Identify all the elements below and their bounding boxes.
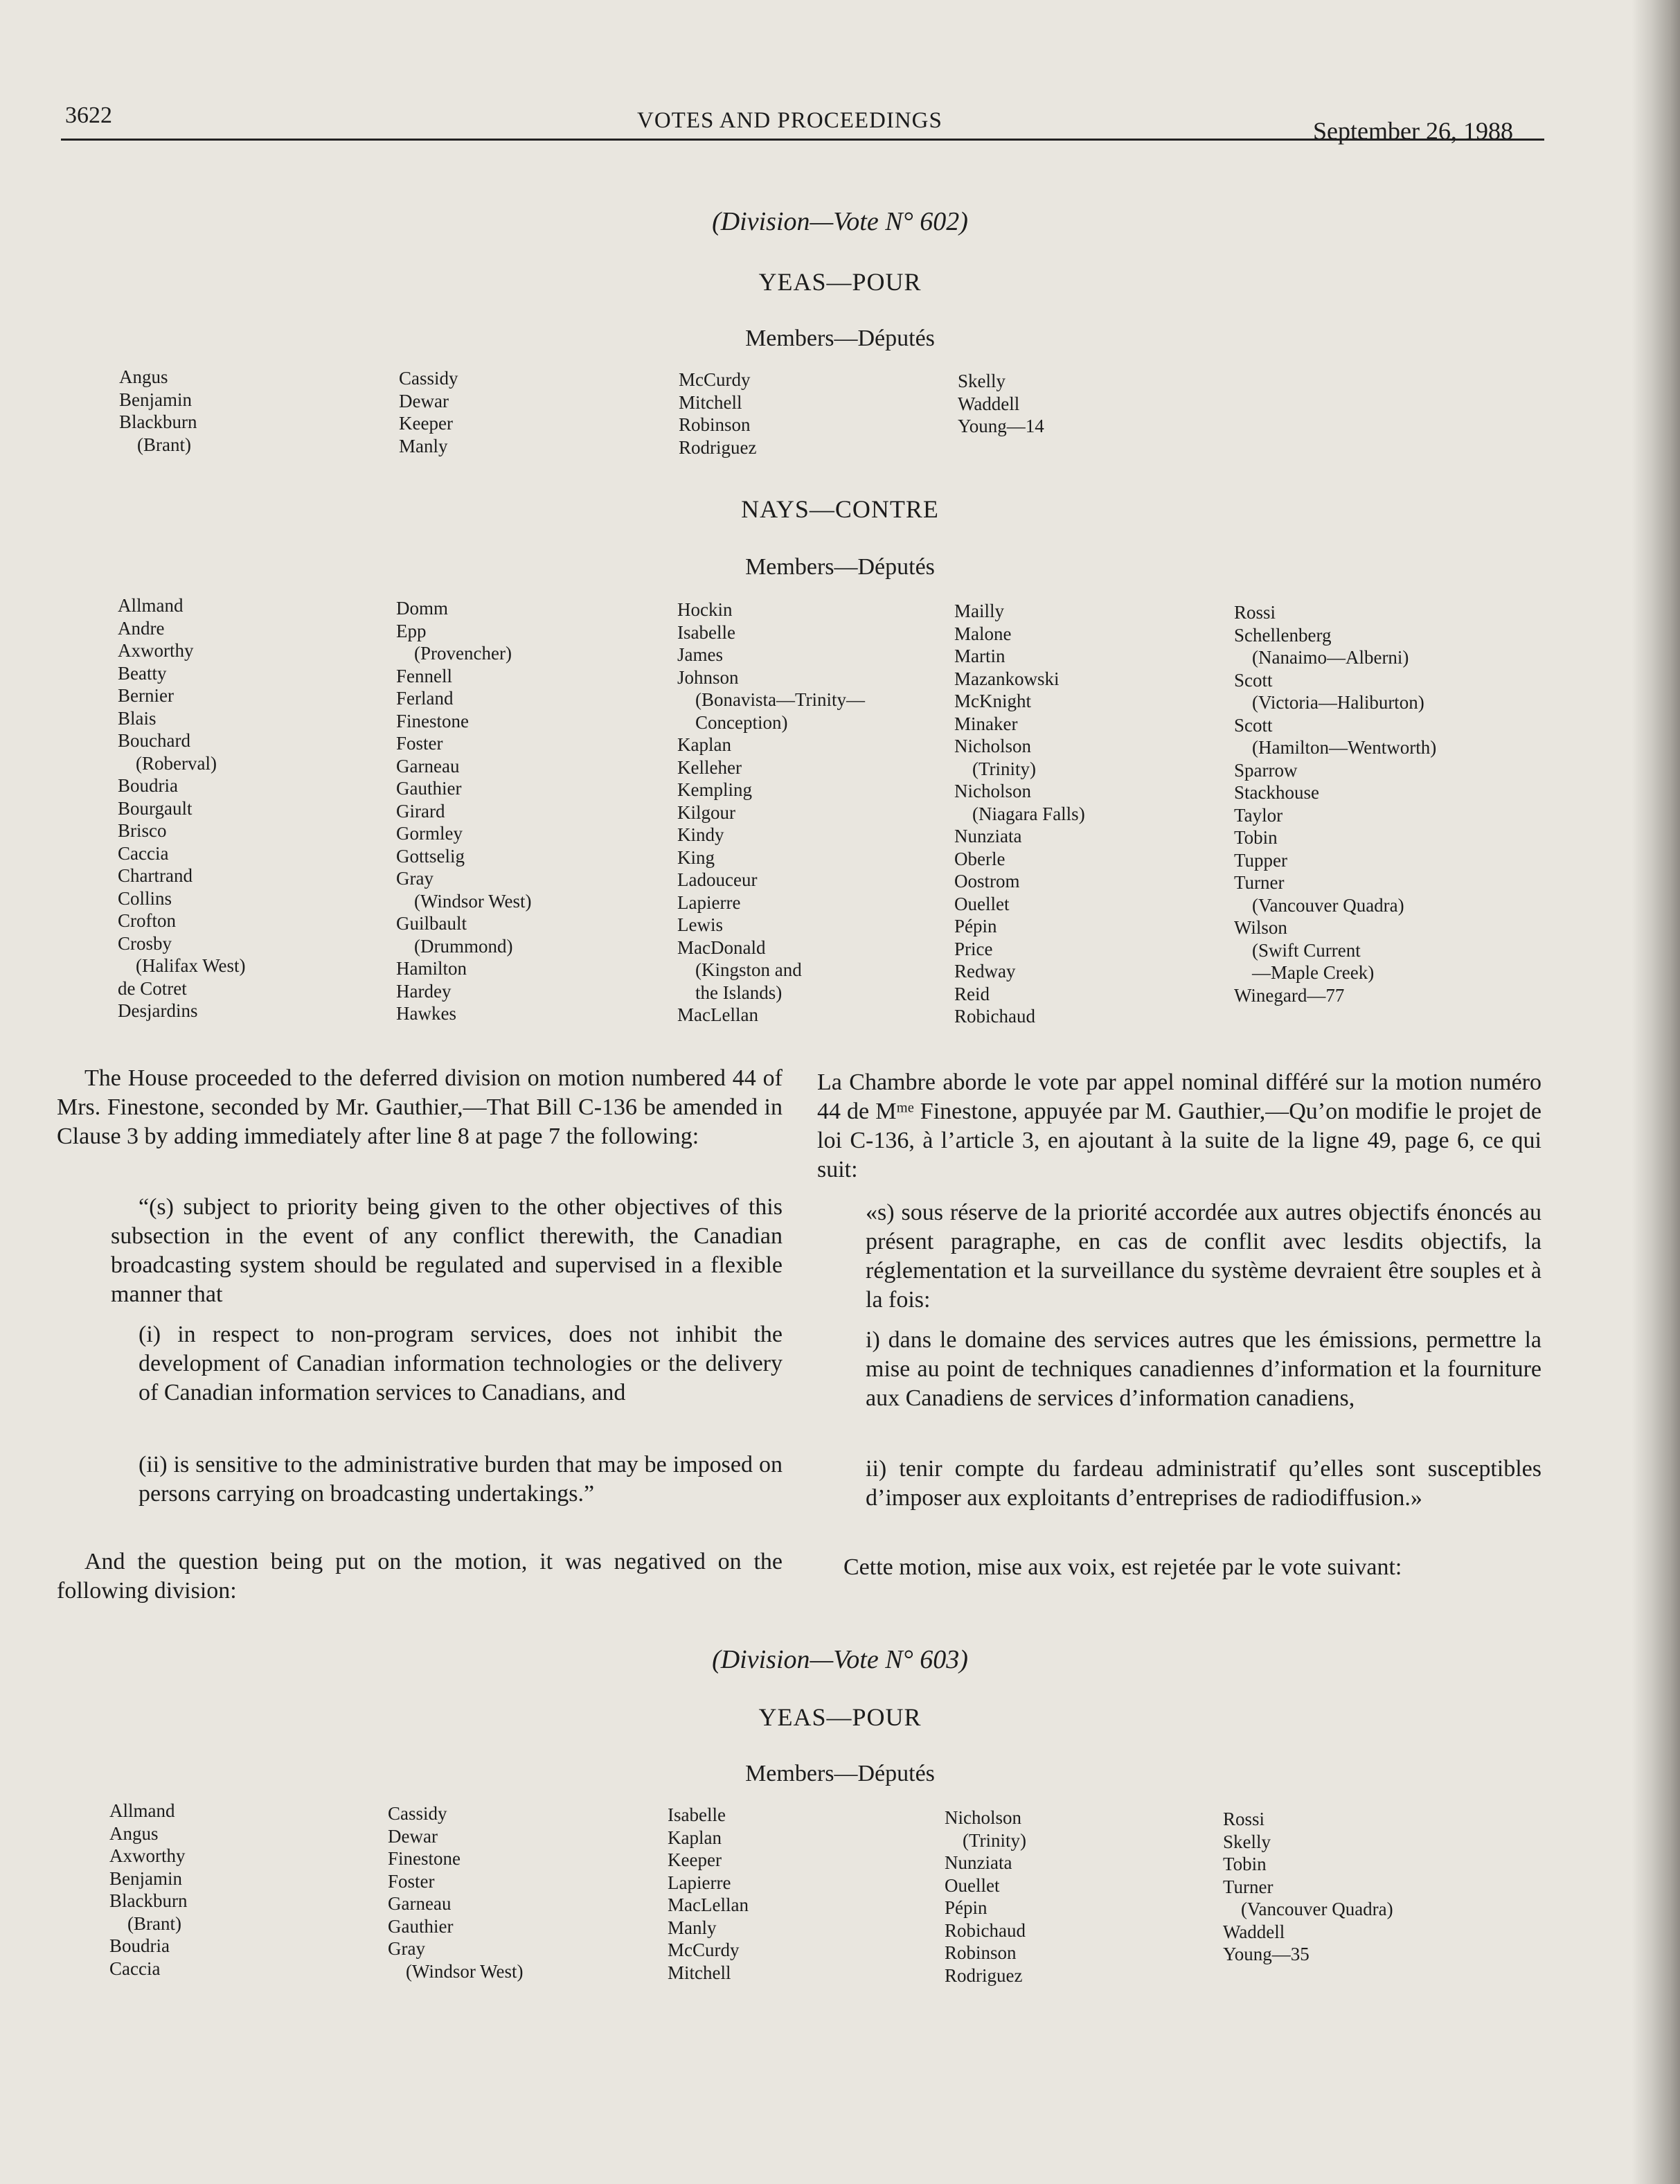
member-name: Bourgault <box>118 797 193 819</box>
member-name: Beatty <box>118 662 167 684</box>
member-riding: (Brant) <box>137 434 191 455</box>
member-riding: (Provencher) <box>414 643 512 664</box>
member-name: Epp <box>396 620 427 641</box>
member-name: Taylor <box>1234 804 1283 826</box>
member-name: Isabelle <box>668 1804 726 1825</box>
nays-heading: NAYS—CONTRE <box>741 495 939 523</box>
member-name: Finestone <box>396 710 469 731</box>
member-name: Gray <box>396 868 434 889</box>
member-name: Rossi <box>1223 1809 1265 1829</box>
member-name: Foster <box>388 1870 435 1892</box>
member-riding: (Swift Current <box>1252 939 1361 961</box>
member-name: Young—35 <box>1223 1944 1310 1964</box>
member-name: Angus <box>119 366 168 387</box>
member-name: Skelly <box>958 371 1006 391</box>
motion-result-fr: Cette motion, mise aux voix, est rejetée par le vote suivant: <box>843 1554 1402 1580</box>
member-name: Caccia <box>109 1957 161 1979</box>
member-name: Manly <box>399 435 448 456</box>
member-name: Bernier <box>118 685 174 706</box>
member-name: McCurdy <box>668 1939 740 1960</box>
member-name: Rodriguez <box>945 1964 1023 1986</box>
member-name: Lapierre <box>668 1872 731 1893</box>
member-name: Schellenberg <box>1234 624 1332 646</box>
member-name: Bouchard <box>118 730 190 751</box>
page-number: 3622 <box>65 103 112 128</box>
member-name: Dewar <box>388 1825 438 1847</box>
member-name: Young—14 <box>958 416 1044 436</box>
yeas-column <box>119 366 197 456</box>
member-name: Stackhouse <box>1234 782 1319 803</box>
member-name: Waddell <box>1223 1921 1285 1942</box>
member-name: Finestone <box>388 1848 461 1869</box>
member-name: Allmand <box>109 1800 175 1821</box>
member-name: Hockin <box>677 599 733 620</box>
member-name: McCurdy <box>679 369 751 390</box>
member-name: Ferland <box>396 688 454 709</box>
member-name: Kaplan <box>668 1827 722 1848</box>
member-riding: (Victoria—Haliburton) <box>1252 692 1424 713</box>
nays-column <box>396 597 531 1025</box>
header-rule <box>61 139 1544 141</box>
member-name: Collins <box>118 887 172 909</box>
nays-column <box>677 598 865 1027</box>
member-name: Robichaud <box>945 1919 1026 1941</box>
member-name: Garneau <box>396 755 460 776</box>
member-name: Rossi <box>1234 602 1276 623</box>
member-name: Nicholson <box>945 1807 1021 1828</box>
member-riding: (Windsor West) <box>406 1960 524 1982</box>
member-name: Boudria <box>118 775 178 796</box>
member-name: Ouellet <box>945 1874 1000 1896</box>
member-name: Mitchell <box>679 391 742 413</box>
member-name: Mazankowski <box>954 668 1060 689</box>
member-name: Minaker <box>954 713 1018 734</box>
member-name: Lewis <box>677 914 723 935</box>
member-riding: (Trinity) <box>963 1829 1027 1851</box>
member-riding: (Halifax West) <box>136 955 246 976</box>
member-name: King <box>677 846 715 868</box>
member-name: Crofton <box>118 910 176 931</box>
yeas-column <box>668 1804 749 1984</box>
member-name: Cassidy <box>399 368 458 389</box>
member-riding: (Kingston and <box>695 959 802 980</box>
member-riding: (Drummond) <box>414 935 513 957</box>
page-date: September 26, 1988 <box>1313 117 1513 145</box>
member-name: Scott <box>1234 714 1273 736</box>
members-heading: Members—Députés <box>745 326 935 351</box>
member-name: Scott <box>1234 669 1273 691</box>
amendment-subclause-i-en: (i) in respect to non-program services, does not inhibit the development of Canadian information technologies or the delivery of Canadian information services to Canadians, and <box>138 1322 783 1405</box>
amendment-text-en: “(s) subject to priority being given to the other objectives of this subsection in the event of any conflict therewith, the Canadian broadcasting system should be regulated and supervised in a flexible manner that <box>111 1194 783 1307</box>
member-name: Brisco <box>118 820 167 841</box>
member-name: Tobin <box>1234 827 1278 848</box>
member-name: McKnight <box>954 691 1031 711</box>
member-riding: (Vancouver Quadra) <box>1252 894 1404 916</box>
member-name: Turner <box>1234 872 1285 893</box>
member-name: James <box>677 644 723 665</box>
member-name: Fennell <box>396 665 452 686</box>
member-name: Tupper <box>1234 849 1288 871</box>
member-name: Robichaud <box>954 1006 1035 1027</box>
member-name: Ladouceur <box>677 869 758 890</box>
member-name: Nicholson <box>954 781 1031 801</box>
yeas-column <box>945 1806 1026 1987</box>
member-name: Nicholson <box>954 736 1031 756</box>
member-name: Winegard—77 <box>1234 984 1345 1006</box>
member-name: Kaplan <box>677 734 731 755</box>
member-name: Boudria <box>109 1935 170 1956</box>
member-name: Reid <box>954 983 990 1004</box>
amendment-text-fr: «s) sous réserve de la priorité accordée aux autres objectifs énoncés au présent paragraphe, en cas de conflit avec lesdits objectifs, la réglementation et la surveillance du système devraient être souples et à la fois: <box>866 1200 1542 1313</box>
member-name: Sparrow <box>1234 759 1298 781</box>
member-riding: the Islands) <box>695 982 783 1003</box>
member-riding: (Trinity) <box>972 758 1037 779</box>
member-name: Nunziata <box>945 1852 1012 1873</box>
member-name: Tobin <box>1223 1854 1267 1874</box>
member-name: Wilson <box>1234 917 1287 938</box>
member-name: Price <box>954 938 993 959</box>
member-riding: (Windsor West) <box>414 890 532 912</box>
member-name: Kelleher <box>677 756 742 778</box>
member-name: Pépin <box>954 916 997 936</box>
member-name: Rodriguez <box>679 436 757 458</box>
member-riding: (Vancouver Quadra) <box>1241 1899 1393 1919</box>
member-name: Garneau <box>388 1893 452 1914</box>
member-name: Redway <box>954 961 1016 982</box>
amendment-subclause-ii-fr: ii) tenir compte du fardeau administratif qu’elles sont susceptibles d’imposer aux exploitants d’entreprises de radiodiffusion.» <box>866 1456 1542 1511</box>
member-name: Axworthy <box>118 640 194 661</box>
member-name: Hamilton <box>396 958 467 979</box>
member-name: Cassidy <box>388 1803 447 1824</box>
member-name: Oberle <box>954 848 1006 869</box>
members-heading: Members—Députés <box>745 554 935 580</box>
member-name: MacLellan <box>668 1894 749 1915</box>
member-name: Johnson <box>677 666 739 688</box>
member-name: Foster <box>396 733 443 754</box>
nays-column <box>954 600 1085 1028</box>
division-title: (Division—Vote N° 602) <box>712 207 968 236</box>
member-name: Gormley <box>396 823 463 844</box>
nays-column <box>118 594 246 1022</box>
member-name: Keeper <box>668 1849 722 1870</box>
member-riding: —Maple Creek) <box>1252 962 1375 983</box>
member-riding: (Niagara Falls) <box>972 803 1085 824</box>
member-name: Robinson <box>945 1942 1017 1963</box>
member-name: Gauthier <box>388 1915 454 1937</box>
running-title: VOTES AND PROCEEDINGS <box>637 108 942 133</box>
member-name: Desjardins <box>118 1000 198 1021</box>
member-name: Robinson <box>679 414 751 435</box>
member-name: Gray <box>388 1938 425 1959</box>
yeas-heading: YEAS—POUR <box>758 1703 922 1731</box>
yeas-column <box>679 369 756 459</box>
motion-result-en: And the question being put on the motion, it was negatived on the following division: <box>57 1549 783 1604</box>
member-name: Manly <box>668 1917 717 1938</box>
member-name: Benjamin <box>109 1867 182 1889</box>
member-name: Waddell <box>958 393 1020 414</box>
member-name: Caccia <box>118 842 169 864</box>
member-riding: (Hamilton—Wentworth) <box>1252 737 1437 758</box>
member-name: MacLellan <box>677 1004 758 1025</box>
member-name: Nunziata <box>954 826 1022 846</box>
member-name: Ouellet <box>954 893 1010 914</box>
yeas-column <box>958 370 1044 438</box>
member-riding: (Nanaimo—Alberni) <box>1252 647 1409 668</box>
member-name: Blackburn <box>109 1890 188 1911</box>
member-name: Hawkes <box>396 1003 456 1024</box>
member-name: Benjamin <box>119 389 192 410</box>
motion-intro-fr: La Chambre aborde le vote par appel nominal différé sur la motion numéro 44 de Mᵐᵉ Finestone, appuyée par M. Gauthier,—Qu’on modifie le projet de loi C-136, à l’article 3, en ajoutant à la suite de la ligne 49, page 6, ce qui suit: <box>817 1069 1542 1182</box>
member-name: Angus <box>109 1822 159 1844</box>
member-name: Kindy <box>677 824 724 845</box>
member-name: Keeper <box>399 413 453 434</box>
member-name: Isabelle <box>677 621 735 643</box>
amendment-subclause-i-fr: i) dans le domaine des services autres que les émissions, permettre la mise au point de techniques canadiennes d’information et la fourniture aux Canadiens de services d’information canadiens, <box>866 1327 1542 1411</box>
motion-intro-en: The House proceeded to the deferred division on motion numbered 44 of Mrs. Finestone, seconded by Mr. Gauthier,—That Bill C-136 be amended in Clause 3 by adding immediately after line 8 at page 7 the following: <box>57 1065 783 1149</box>
member-riding: (Brant) <box>127 1912 181 1934</box>
member-name: de Cotret <box>118 977 187 999</box>
member-name: Pépin <box>945 1897 988 1918</box>
member-name: Andre <box>118 617 165 639</box>
division-title: (Division—Vote N° 603) <box>712 1645 968 1674</box>
member-name: Gottselig <box>396 845 465 867</box>
member-name: Oostrom <box>954 871 1020 891</box>
member-name: MacDonald <box>677 936 766 958</box>
member-name: Blais <box>118 707 157 729</box>
member-name: Chartrand <box>118 865 193 886</box>
yeas-column <box>109 1800 187 1980</box>
member-name: Hardey <box>396 980 452 1002</box>
member-name: Kempling <box>677 779 752 800</box>
member-name: Dewar <box>399 390 449 411</box>
yeas-column <box>388 1802 523 1982</box>
member-riding: Conception) <box>695 711 788 733</box>
member-name: Crosby <box>118 932 172 954</box>
member-name: Malone <box>954 623 1012 644</box>
yeas-column <box>1223 1808 1393 1966</box>
yeas-heading: YEAS—POUR <box>758 268 922 296</box>
member-name: Mailly <box>954 601 1004 621</box>
member-name: Domm <box>396 598 449 619</box>
member-name: Kilgour <box>677 801 735 823</box>
nays-column <box>1234 601 1436 1006</box>
member-name: Martin <box>954 646 1006 666</box>
member-name: Girard <box>396 800 445 822</box>
member-name: Gauthier <box>396 778 462 799</box>
member-name: Guilbault <box>396 913 467 934</box>
member-riding: (Bonavista—Trinity— <box>695 689 866 710</box>
members-heading: Members—Députés <box>745 1761 935 1786</box>
member-name: Mitchell <box>668 1962 731 1983</box>
member-name: Axworthy <box>109 1845 186 1866</box>
member-name: Blackburn <box>119 411 197 432</box>
amendment-subclause-ii-en: (ii) is sensitive to the administrative burden that may be imposed on persons carrying on broadcasting undertakings.” <box>138 1452 783 1507</box>
member-name: Lapierre <box>677 891 741 913</box>
member-riding: (Roberval) <box>136 752 217 774</box>
yeas-column <box>399 367 458 457</box>
member-name: Skelly <box>1223 1831 1271 1852</box>
member-name: Allmand <box>118 595 184 616</box>
member-name: Turner <box>1223 1876 1274 1897</box>
